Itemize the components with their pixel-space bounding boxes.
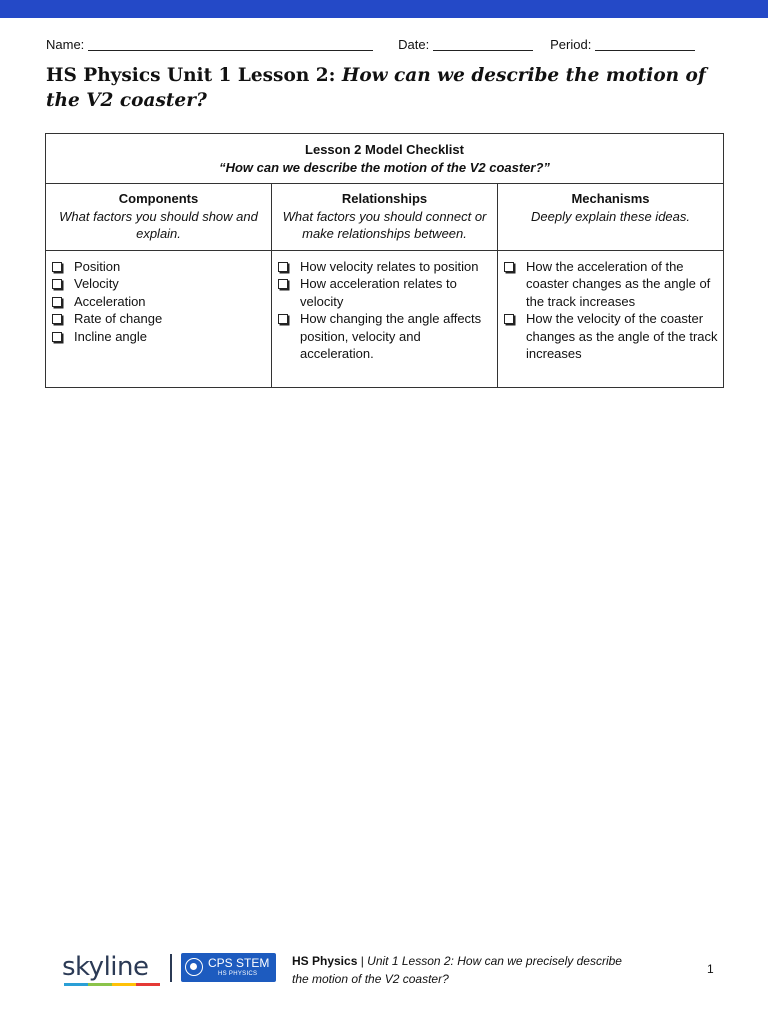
list-item[interactable] [50, 275, 267, 293]
date-label: Date: [398, 37, 430, 52]
column-subtitle: What factors you should show and explain. [59, 208, 258, 241]
list-item-label: Rate of change [74, 311, 163, 326]
list-item[interactable] [276, 275, 493, 310]
date-blank[interactable] [433, 38, 533, 51]
checkbox-icon[interactable] [278, 314, 288, 324]
checkbox-icon[interactable] [52, 279, 62, 289]
mechanisms-list [502, 258, 719, 363]
page-number: 1 [707, 962, 714, 976]
checkbox-icon[interactable] [52, 262, 62, 272]
skyline-logo [62, 952, 148, 982]
relationships-list-cell [272, 250, 498, 387]
name-blank[interactable] [88, 38, 373, 51]
list-item[interactable] [502, 258, 719, 311]
checkbox-icon[interactable] [278, 262, 288, 272]
list-item[interactable] [276, 310, 493, 363]
checklist-heading: Lesson 2 Model Checklist [305, 142, 464, 157]
footer-course: HS Physics [292, 954, 358, 968]
list-item-label: Velocity [74, 276, 119, 291]
cps-seal-icon [185, 958, 203, 976]
name-label: Name: [46, 37, 85, 52]
list-item-label: How the acceleration of the coaster changes as the angle of the track increases [526, 258, 711, 309]
title-prefix: HS Physics Unit 1 Lesson 2: [46, 65, 342, 86]
column-header-components [46, 184, 272, 251]
checkbox-icon[interactable] [52, 332, 62, 342]
title-question: How can we describe the motion of the V2 coaster? [46, 65, 706, 111]
list-item[interactable] [502, 310, 719, 363]
mechanisms-list-cell [498, 250, 724, 387]
checklist-subheading: “How can we describe the motion of the V2 coaster?” [219, 159, 550, 175]
list-item-label: How the velocity of the coaster changes as the angle of the track increases [526, 311, 718, 361]
list-item-label: How changing the angle affects position, velocity and acceleration. [300, 311, 482, 361]
list-item-label: Incline angle [74, 328, 147, 344]
footer-separator: | [357, 954, 368, 968]
column-title: Mechanisms [571, 191, 650, 206]
cps-stem-logo [181, 953, 276, 982]
checklist-header-cell [46, 134, 724, 184]
list-item[interactable] [50, 328, 267, 346]
components-list [50, 258, 267, 346]
page-title [46, 63, 736, 113]
list-item[interactable] [50, 310, 267, 328]
checkbox-icon[interactable] [504, 262, 514, 272]
cps-logo-sub-text: HS PHYSICS [218, 971, 258, 977]
list-item[interactable] [50, 258, 267, 276]
logo-divider [170, 954, 172, 982]
period-label: Period: [550, 37, 592, 52]
footer-lesson: Unit 1 Lesson 2: How can we precisely describe the motion of the V2 coaster? [292, 954, 622, 986]
checkbox-icon[interactable] [52, 314, 62, 324]
model-checklist-table [45, 133, 724, 388]
list-item[interactable] [276, 258, 493, 276]
student-info-line [46, 37, 726, 52]
skyline-logo-text: skyline [62, 952, 149, 982]
page-footer [0, 940, 768, 1000]
period-blank[interactable] [595, 38, 695, 51]
column-subtitle: Deeply explain these ideas. [531, 208, 690, 224]
top-color-bar [0, 0, 768, 18]
cps-logo-main-text: CPS STEM [208, 956, 270, 970]
checkbox-icon[interactable] [504, 314, 514, 324]
checkbox-icon[interactable] [52, 297, 62, 307]
column-subtitle: What factors you should connect or make relationships between. [282, 208, 487, 241]
list-item-label: How velocity relates to position [300, 258, 479, 274]
relationships-list [276, 258, 493, 363]
column-title: Relationships [341, 191, 428, 206]
footer-course-info [292, 952, 632, 988]
column-title: Components [118, 191, 199, 206]
list-item[interactable] [50, 293, 267, 311]
checkbox-icon[interactable] [278, 279, 288, 289]
column-header-relationships [272, 184, 498, 251]
list-item-label: How acceleration relates to velocity [300, 276, 457, 309]
components-list-cell [46, 250, 272, 387]
column-header-mechanisms [498, 184, 724, 251]
list-item-label: Position [74, 258, 121, 274]
skyline-logo-underline [64, 983, 160, 986]
list-item-label: Acceleration [74, 293, 146, 309]
